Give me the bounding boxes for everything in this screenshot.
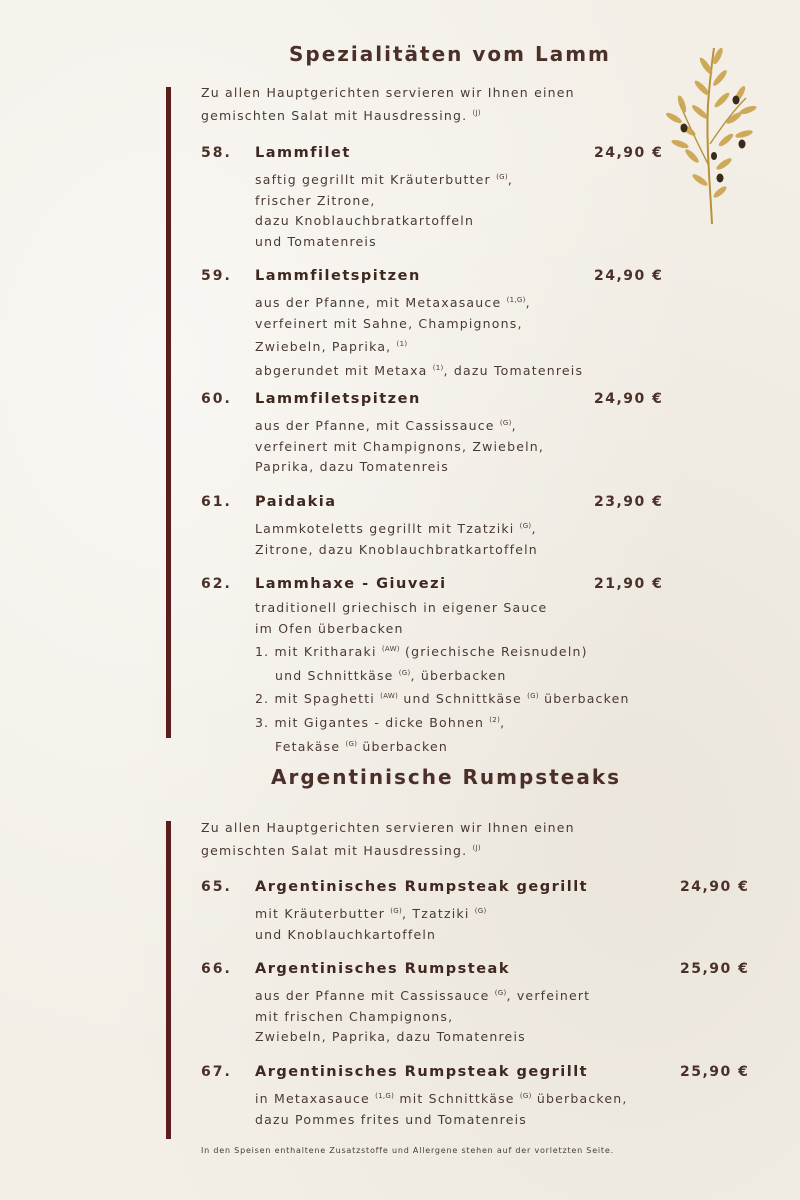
allergen-marker: (1,G) (375, 1092, 395, 1100)
menu-item-header (201, 576, 674, 598)
menu-item (201, 391, 674, 478)
item-name: Argentinisches Rumpsteak gegrillt (255, 879, 589, 895)
allergen-marker: (G) (499, 419, 512, 427)
menu-item (201, 268, 674, 381)
item-price: 25,90 € (680, 1064, 750, 1080)
description-text: , Tzatziki (402, 906, 470, 922)
description-text: aus der Pfanne, mit Cassissauce (255, 418, 495, 434)
description-text: (griechische Reisnudeln) (399, 644, 588, 660)
description-text: 2. mit Spaghetti (255, 691, 375, 707)
item-name: Paidakia (255, 494, 337, 510)
item-name: Argentinisches Rumpsteak (255, 961, 510, 977)
description-line (255, 1110, 760, 1131)
description-line (255, 983, 760, 1007)
menu-item-header (201, 961, 760, 983)
section-intro-lamb (201, 82, 575, 126)
item-number: 58. (201, 145, 232, 161)
allergen-footnote: In den Speisen enthaltene Zusatzstoffe und Allergene stehen auf der vorletzten Seite. (201, 1146, 614, 1155)
item-price: 24,90 € (680, 879, 750, 895)
description-line (255, 290, 674, 314)
description-text: dazu Pommes frites und Tomatenreis (255, 1111, 528, 1127)
allergen-marker: (AW) (381, 645, 400, 653)
description-text: im Ofen überbacken (255, 620, 404, 636)
item-name: Lammhaxe - Giuvezi (255, 576, 447, 592)
item-price: 24,90 € (594, 145, 664, 161)
description-text: , dazu Tomatenreis (443, 362, 584, 378)
description-text: Zwiebeln, Paprika, (255, 339, 392, 355)
description-line (255, 516, 674, 540)
description-text: überbacken (357, 738, 448, 754)
description-text: aus der Pfanne, mit Metaxasauce (255, 295, 502, 311)
menu-item (201, 145, 674, 252)
menu-item-header (201, 268, 674, 290)
item-price: 23,90 € (594, 494, 664, 510)
description-line (255, 191, 674, 212)
allergen-marker: (G) (390, 907, 403, 915)
menu-item (201, 576, 674, 757)
menu-item (201, 879, 760, 945)
description-line (255, 710, 674, 734)
description-line (255, 437, 674, 458)
item-number: 65. (201, 879, 232, 895)
item-description (255, 1086, 760, 1130)
description-text: mit frischen Champignons, (255, 1008, 454, 1024)
description-line (255, 663, 674, 687)
description-line (255, 598, 674, 619)
allergen-marker: (G) (519, 522, 532, 530)
description-text: aus der Pfanne mit Cassissauce (255, 988, 490, 1004)
description-text: abgerundet mit Metaxa (255, 362, 428, 378)
item-number: 67. (201, 1064, 232, 1080)
item-name: Lammfiletspitzen (255, 391, 421, 407)
intro-line: gemischten Salat mit Hausdressing. $^{(J)}$ (201, 108, 481, 124)
section-title-steaks: Argentinische Rumpsteaks (271, 765, 622, 789)
description-text: , (525, 295, 531, 311)
description-text: und Schnittkäse (275, 667, 394, 683)
description-text: verfeinert mit Sahne, Champignons, (255, 315, 523, 331)
description-line (255, 232, 674, 253)
allergen-marker: (G) (496, 173, 508, 181)
allergen-marker: (G) (345, 739, 358, 748)
item-number: 62. (201, 576, 232, 592)
item-description (255, 983, 760, 1048)
description-text: , (507, 172, 514, 188)
description-text: Zwiebeln, Paprika, dazu Tomatenreis (255, 1029, 526, 1045)
description-line (255, 925, 760, 946)
description-text: 1. mit Kritharaki (255, 644, 377, 660)
description-text: und Schnittkäse (398, 691, 522, 707)
menu-item-header (201, 391, 674, 413)
item-description (255, 516, 674, 560)
description-text: mit Kräuterbutter (255, 906, 386, 922)
description-line (255, 334, 674, 358)
description-text: , (500, 715, 506, 731)
description-text: überbacken (538, 691, 630, 707)
description-line (255, 901, 760, 925)
description-text: , überbacken (410, 667, 507, 683)
menu-item-header (201, 494, 674, 516)
section-title-lamb: Spezialitäten vom Lamm (289, 42, 611, 66)
menu-item (201, 961, 760, 1048)
menu-item-header (201, 1064, 760, 1086)
description-text: Lammkoteletts gegrillt mit Tzatziki (255, 521, 515, 537)
intro-line: gemischten Salat mit Hausdressing. $^{(J)}$ (201, 843, 481, 859)
item-price: 21,90 € (594, 576, 664, 592)
description-text: Fetakäse (275, 738, 341, 754)
description-text: in Metaxasauce (255, 1091, 370, 1107)
allergen-marker: (1) (396, 340, 408, 349)
item-name: Argentinisches Rumpsteak gegrillt (255, 1064, 589, 1080)
description-line (255, 1007, 760, 1028)
item-description (255, 598, 674, 757)
item-price: 25,90 € (680, 961, 750, 977)
item-description (255, 413, 674, 478)
item-number: 61. (201, 494, 232, 510)
description-text: traditionell griechisch in eigener Sauce (255, 600, 548, 615)
allergen-marker: (G) (519, 1092, 532, 1100)
section-intro-steaks (201, 817, 575, 861)
description-text: saftig gegrillt mit Kräuterbutter (255, 172, 491, 188)
allergen-marker: (G) (494, 989, 507, 997)
item-name: Lammfiletspitzen (255, 268, 421, 284)
olive-branch-icon (660, 44, 760, 228)
description-line (255, 619, 674, 640)
description-line (255, 686, 674, 710)
allergen-marker: (1,G) (506, 296, 526, 304)
description-line (255, 639, 674, 663)
item-number: 59. (201, 268, 232, 284)
menu-item-header (201, 879, 760, 901)
item-price: 24,90 € (594, 391, 664, 407)
allergen-marker: (G) (474, 907, 487, 915)
item-number: 60. (201, 391, 232, 407)
description-line (255, 540, 674, 561)
description-text: verfeinert mit Champignons, Zwiebeln, (255, 438, 545, 454)
description-text: und Tomatenreis (255, 233, 377, 249)
description-line (255, 211, 674, 232)
allergen-marker: (1) (432, 363, 444, 372)
description-text: überbacken, (531, 1091, 628, 1107)
description-line (255, 457, 674, 478)
description-text: Paprika, dazu Tomatenreis (255, 459, 449, 475)
item-number: 66. (201, 961, 232, 977)
accent-bar-lamb (166, 87, 171, 738)
intro-line: Zu allen Hauptgerichten servieren wir Ihnen einen (201, 820, 575, 835)
description-line (255, 314, 674, 335)
menu-item-header (201, 145, 674, 167)
description-text: frischer Zitrone, (255, 192, 376, 208)
description-text: und Knoblauchkartoffeln (255, 926, 437, 942)
accent-bar-steaks (166, 821, 171, 1139)
allergen-marker: (AW) (380, 692, 399, 701)
description-text: , verfeinert (506, 988, 591, 1004)
description-text: Zitrone, dazu Knoblauchbratkartoffeln (255, 541, 538, 557)
allergen-marker: (G) (527, 692, 539, 701)
item-description (255, 901, 760, 945)
allergen-marker: (G) (398, 668, 411, 677)
description-text: dazu Knoblauchbratkartoffeln (255, 213, 475, 229)
allergen-marker: (J) (472, 109, 481, 117)
menu-item (201, 494, 674, 560)
description-text: , (531, 521, 537, 537)
description-line (255, 734, 674, 758)
description-line (255, 1086, 760, 1110)
allergen-marker: (2) (489, 715, 501, 724)
intro-line: Zu allen Hauptgerichten servieren wir Ihnen einen (201, 85, 575, 100)
item-description (255, 290, 674, 381)
description-line (255, 167, 674, 191)
description-line (255, 413, 674, 437)
item-description (255, 167, 674, 252)
description-line (255, 358, 674, 382)
description-text: mit Schnittkäse (394, 1091, 515, 1107)
description-text: , (511, 418, 517, 434)
item-name: Lammfilet (255, 145, 351, 161)
menu-item (201, 1064, 760, 1130)
allergen-marker: (J) (472, 844, 481, 852)
description-line (255, 1027, 760, 1048)
description-text: 3. mit Gigantes - dicke Bohnen (255, 715, 485, 731)
item-price: 24,90 € (594, 268, 664, 284)
